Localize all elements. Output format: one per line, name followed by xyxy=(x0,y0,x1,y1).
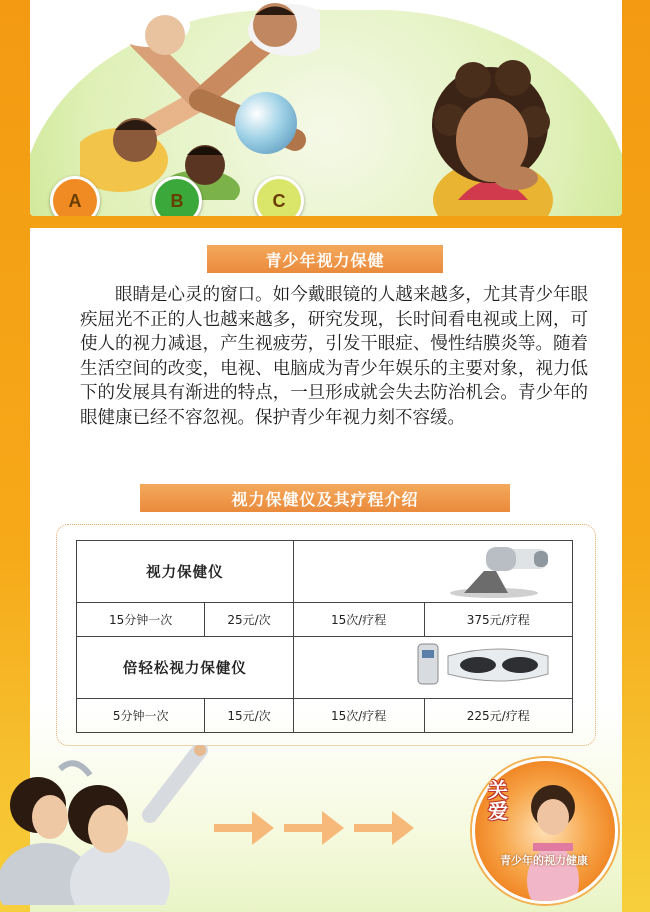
section-title-device-intro: 视力保健仪及其疗程介绍 xyxy=(140,484,510,512)
table-row xyxy=(77,699,573,733)
smiling-girl-photo xyxy=(428,50,558,216)
care-badge-subtitle: 青少年的视力健康 xyxy=(500,854,588,867)
pointing-children-photo xyxy=(0,745,210,905)
arrow-right-icon xyxy=(352,805,416,851)
table-cell: 15次/疗程 xyxy=(293,699,424,733)
table-row xyxy=(77,541,573,603)
care-badge-title: 关爱 xyxy=(488,778,508,823)
table-cell: 5分钟一次 xyxy=(77,699,205,733)
arrow-right-icon xyxy=(282,805,346,851)
device-price-table xyxy=(76,540,573,733)
table-cell: 25元/次 xyxy=(205,603,294,637)
badge-a: A xyxy=(50,176,100,216)
intro-paragraph: 眼睛是心灵的窗口。如今戴眼镜的人越来越多，尤其青少年眼疾屈光不正的人也越来越多，研究发现，长时间看电视或上网，可使人的视力减退，产生视疲劳，引发干眼症、慢性结膜炎等。随着生活空间的改变，电视、电脑成为青少年娱乐的主要对象，视力低下的发展具有渐进的特点，一旦形成就会失去防治机会。青少年的眼健康已经不容忽视。保护青少年视力刻不容缓。 xyxy=(80,285,588,428)
product-image-cell xyxy=(293,637,572,699)
eye-massager-icon xyxy=(412,640,552,692)
product-name: 倍轻松视力保健仪 xyxy=(77,637,294,699)
table-cell: 15次/疗程 xyxy=(293,603,424,637)
product-image-cell xyxy=(293,541,572,603)
table-row xyxy=(77,637,573,699)
badge-c: C xyxy=(254,176,304,216)
table-cell: 225元/疗程 xyxy=(424,699,572,733)
globe-image xyxy=(235,92,297,154)
section-title-eye-care: 青少年视力保健 xyxy=(207,245,443,273)
product-name: 视力保健仪 xyxy=(77,541,294,603)
badge-b: B xyxy=(152,176,202,216)
arrow-right-icon xyxy=(212,805,276,851)
table-cell: 15分钟一次 xyxy=(77,603,205,637)
table-row xyxy=(77,603,573,637)
table-cell: 375元/疗程 xyxy=(424,603,572,637)
vision-device-icon xyxy=(434,541,554,599)
table-cell: 15元/次 xyxy=(205,699,294,733)
top-banner xyxy=(30,0,622,216)
